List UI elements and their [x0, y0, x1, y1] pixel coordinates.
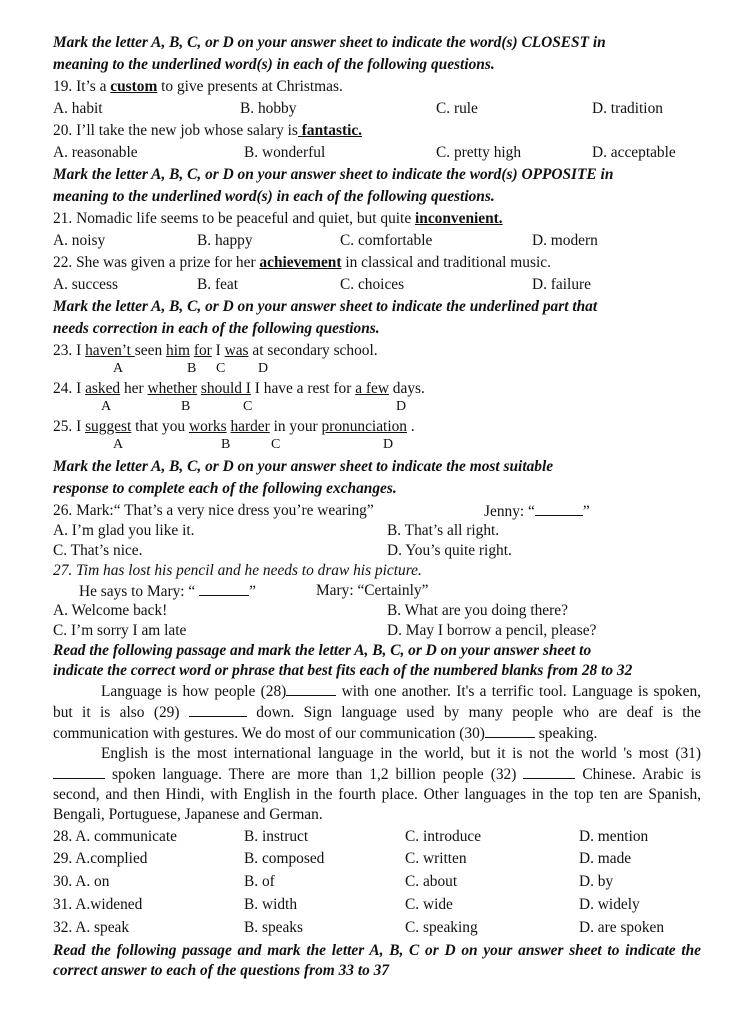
part-d: was	[224, 342, 249, 359]
option-d: D. are spoken	[579, 919, 665, 936]
section-correction-instruction-cont: needs correction in each of the following questions.	[53, 320, 380, 337]
question-32-options	[53, 918, 701, 941]
part-c: should I	[200, 380, 251, 397]
section-reading-instruction: Read the following passage and mark the letter A, B, C or D on your answer sheet to indicate the correct answer to each of the questions from 33 to 37	[53, 942, 701, 979]
option-c: C. I’m sorry I am late	[53, 622, 187, 639]
blank-32	[523, 764, 575, 779]
question-26: 26. Mark:“ That’s a very nice dress you’re wearing” Jenny: “ ”	[53, 502, 590, 520]
letter-d: D	[383, 437, 394, 452]
option-a: A. I’m glad you like it.	[53, 522, 195, 539]
question-23-part-letters	[53, 361, 701, 379]
section-response-instruction: Mark the letter A, B, C, or D on your answer sheet to indicate the most suitable	[53, 458, 554, 475]
part-a: asked	[85, 380, 121, 397]
option-d: D. You’s quite right.	[387, 542, 512, 559]
letter-d: D	[396, 399, 407, 414]
question-22-options	[53, 275, 701, 297]
question-31-options	[53, 895, 701, 918]
section-opposite-instruction: Mark the letter A, B, C, or D on your answer sheet to indicate the word(s) OPPOSITE in	[53, 166, 614, 183]
option-b: B. What are you doing there?	[387, 602, 568, 619]
question-28-options	[53, 827, 701, 849]
question-21-options	[53, 231, 701, 253]
question-25: 25. I suggest that you works harder in your pronunciation .	[53, 418, 415, 435]
question-27-options-row1	[53, 601, 701, 621]
blank-31	[53, 764, 105, 779]
section-opposite-instruction-cont: meaning to the underlined word(s) in each of the following questions.	[53, 188, 495, 205]
option-d: D. made	[579, 850, 632, 867]
question-19-options	[53, 99, 701, 121]
option-b: B. feat	[197, 276, 239, 293]
question-26-options-row2	[53, 541, 701, 561]
option-c: C. written	[405, 850, 467, 867]
passage-paragraph-1: Language is how people (28) with one another. It's a terrific tool. Language is spoken, but it is also (29) down. Sign language used by many people who are deaf is the communication with gestures. We do most of our communication (30) speaking.	[53, 683, 701, 742]
underlined-word: custom	[110, 78, 158, 95]
part-c: harder	[230, 418, 270, 435]
option-c: C. That’s nice.	[53, 542, 143, 559]
section-response-instruction-cont: response to complete each of the following exchanges.	[53, 480, 397, 497]
option-d: D. tradition	[592, 100, 663, 117]
option-a: 32. A. speak	[53, 919, 130, 936]
option-b: B. width	[244, 896, 298, 913]
blank-30	[485, 723, 535, 738]
letter-b: B	[221, 437, 231, 452]
section-closest-instruction: Mark the letter A, B, C, or D on your answer sheet to indicate the word(s) CLOSEST in	[53, 34, 606, 51]
letter-b: B	[187, 361, 197, 376]
question-27-dialogue: He says to Mary: “ ” Mary: “Certainly”	[79, 582, 429, 600]
option-b: B. wonderful	[244, 144, 326, 161]
option-c: C. pretty high	[436, 144, 522, 161]
question-26-options-row1	[53, 521, 701, 541]
question-24-part-letters	[53, 399, 701, 417]
option-c: C. choices	[340, 276, 405, 293]
option-d: D. mention	[579, 828, 649, 845]
jenny-reply: Jenny: “ ”	[484, 503, 590, 520]
part-d: a few	[355, 380, 389, 397]
letter-c: C	[243, 399, 253, 414]
question-20-options	[53, 143, 701, 165]
part-b: whether	[147, 380, 198, 397]
option-a: A. Welcome back!	[53, 602, 168, 619]
question-30-options	[53, 872, 701, 895]
option-a: 31. A.widened	[53, 896, 143, 913]
option-d: D. May I borrow a pencil, please?	[387, 622, 597, 639]
letter-a: A	[101, 399, 112, 414]
option-c: C. wide	[405, 896, 453, 913]
section-correction-instruction: Mark the letter A, B, C, or D on your answer sheet to indicate the underlined part that	[53, 298, 598, 315]
option-d: D. acceptable	[592, 144, 676, 161]
question-23: 23. I haven’t seen him for I was at secondary school.	[53, 342, 378, 359]
answer-blank	[199, 581, 249, 596]
part-d: pronunciation	[321, 418, 407, 435]
option-a: A. habit	[53, 100, 103, 117]
option-c: C. about	[405, 873, 458, 890]
question-19: 19. It’s a custom to give presents at Christmas.	[53, 78, 343, 95]
option-b: B. of	[244, 873, 275, 890]
option-c: C. rule	[436, 100, 478, 117]
question-27: 27. Tim has lost his pencil and he needs to draw his picture.	[53, 562, 422, 579]
letter-a: A	[113, 437, 124, 452]
part-b: works	[188, 418, 227, 435]
question-21: 21. Nomadic life seems to be peaceful and quiet, but quite inconvenient.	[53, 210, 503, 227]
section-passage-cloze-instruction-cont: indicate the correct word or phrase that best fits each of the numbered blanks from 28 to 32	[53, 662, 633, 679]
mary-reply: Mary: “Certainly”	[316, 582, 429, 599]
option-d: D. modern	[532, 232, 598, 249]
option-c: C. comfortable	[340, 232, 433, 249]
part-c: for	[193, 342, 212, 359]
underlined-word: inconvenient.	[415, 210, 503, 227]
underlined-word: achievement	[259, 254, 342, 271]
answer-blank	[535, 501, 583, 516]
question-25-part-letters	[53, 437, 701, 457]
question-27-options-row2	[53, 621, 701, 641]
option-c: C. speaking	[405, 919, 478, 936]
underlined-word: fantastic.	[297, 122, 363, 139]
option-c: C. introduce	[405, 828, 482, 845]
letter-c: C	[271, 437, 281, 452]
option-a: A. reasonable	[53, 144, 138, 161]
letter-c: C	[216, 361, 226, 376]
option-a: 30. A. on	[53, 873, 110, 890]
option-b: B. composed	[244, 850, 325, 867]
part-a: haven’t	[85, 342, 135, 359]
option-b: B. That’s all right.	[387, 522, 500, 539]
option-a: 29. A.complied	[53, 850, 148, 867]
option-b: B. happy	[197, 232, 253, 249]
part-a: suggest	[85, 418, 132, 435]
passage-paragraph-2: English is the most international language in the world, but it is not the world 's most (31) spoken language. There are more than 1,2 billion people (32) Chinese. Arabic is second, and then Hindi, with English in the fourth place. Other languages in the top ten are Spanish, Bengali, Portuguese, Japanese and German.	[53, 745, 701, 823]
letter-b: B	[181, 399, 191, 414]
blank-29	[189, 702, 247, 717]
option-a: A. success	[53, 276, 118, 293]
letter-d: D	[258, 361, 269, 376]
option-a: 28. A. communicate	[53, 828, 177, 845]
worksheet	[53, 33, 701, 981]
option-b: B. instruct	[244, 828, 309, 845]
section-closest-instruction-cont: meaning to the underlined word(s) in each of the following questions.	[53, 56, 495, 73]
blank-28	[286, 681, 336, 696]
question-20: 20. I’ll take the new job whose salary is fantastic.	[53, 122, 363, 139]
question-29-options	[53, 849, 701, 872]
section-passage-cloze-instruction: Read the following passage and mark the letter A, B, C, or D on your answer sheet to	[53, 642, 592, 659]
option-d: D. by	[579, 873, 614, 890]
option-d: D. widely	[579, 896, 640, 913]
option-b: B. speaks	[244, 919, 303, 936]
letter-a: A	[113, 361, 124, 376]
option-d: D. failure	[532, 276, 591, 293]
question-22: 22. She was given a prize for her achievement in classical and traditional music.	[53, 254, 551, 271]
part-b: him	[166, 342, 190, 359]
question-24: 24. I asked her whether should I I have a rest for a few days.	[53, 380, 425, 397]
option-a: A. noisy	[53, 232, 106, 249]
option-b: B. hobby	[240, 100, 297, 117]
